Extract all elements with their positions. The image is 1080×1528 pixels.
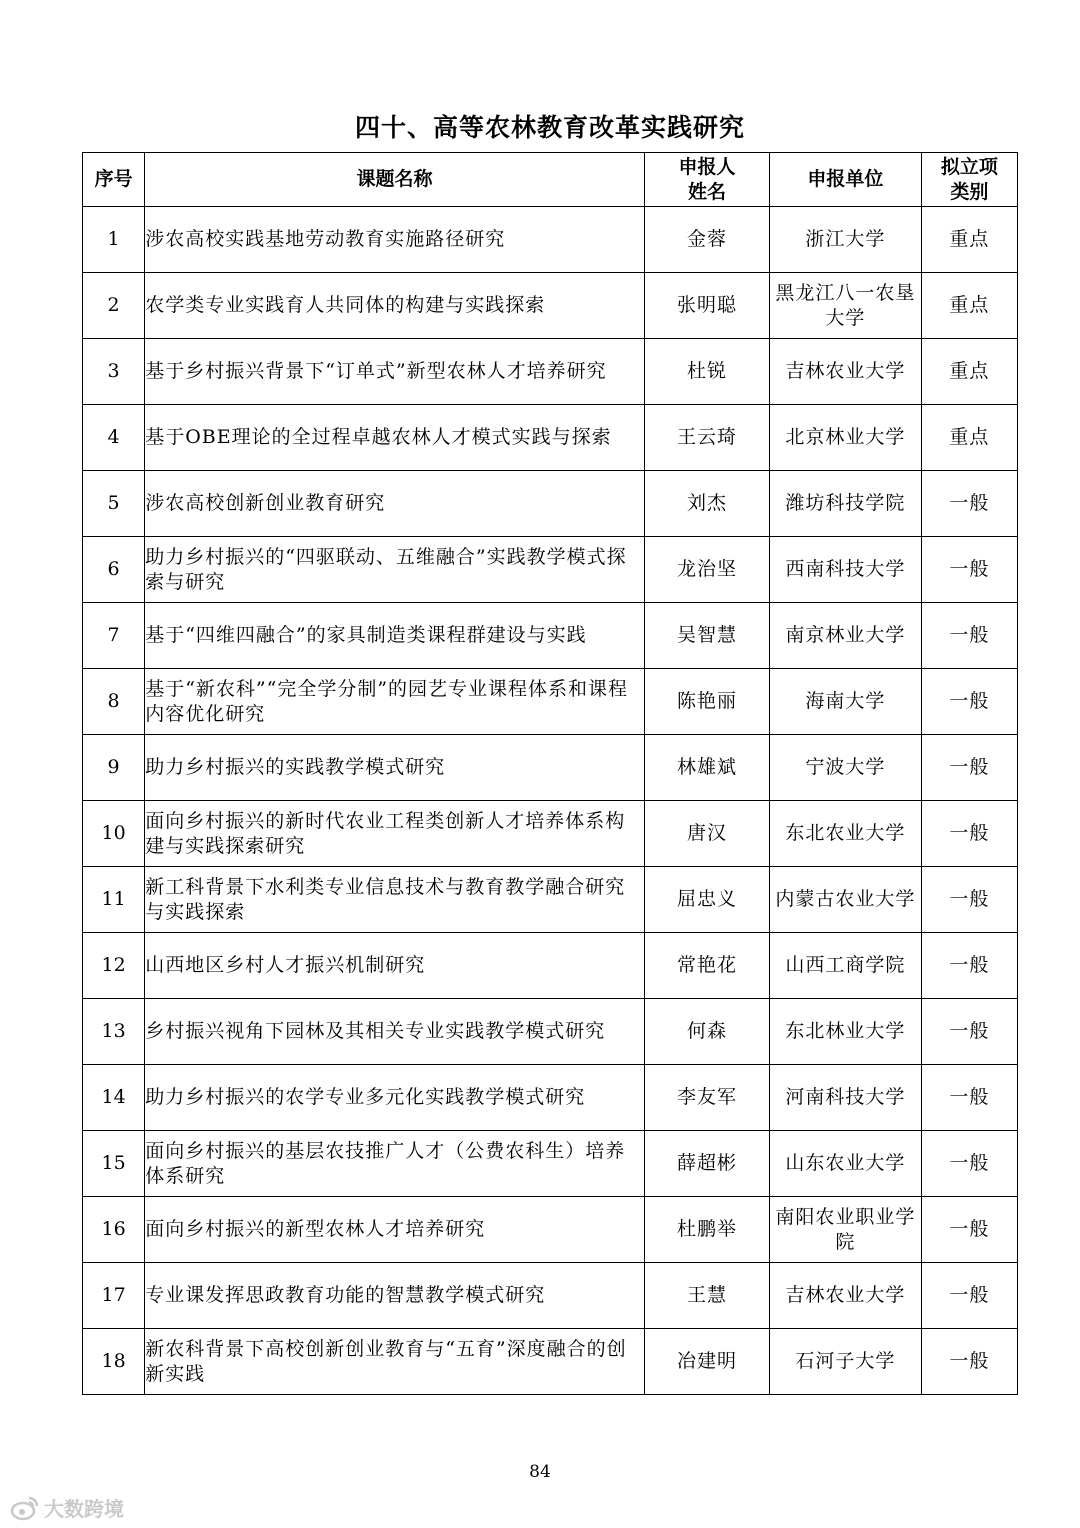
- header-person: 申报人姓名: [644, 153, 769, 207]
- cell-no: 15: [83, 1131, 145, 1197]
- cell-person: 常艳花: [644, 933, 769, 999]
- watermark-text: 大数跨境: [44, 1497, 124, 1521]
- cell-no: 5: [83, 471, 145, 537]
- table-row: [83, 1329, 1018, 1395]
- cell-unit: 山东农业大学: [770, 1131, 921, 1197]
- cell-person: 金蓉: [644, 207, 769, 273]
- cell-no: 3: [83, 339, 145, 405]
- cell-unit: 内蒙古农业大学: [770, 867, 921, 933]
- cell-category: 一般: [921, 867, 1017, 933]
- cell-unit: 吉林农业大学: [770, 339, 921, 405]
- cell-title: 面向乡村振兴的新时代农业工程类创新人才培养体系构建与实践探索研究: [145, 801, 645, 867]
- watermark: [10, 1493, 124, 1522]
- table-row: [83, 1197, 1018, 1263]
- cell-title: 基于乡村振兴背景下“订单式”新型农林人才培养研究: [145, 339, 645, 405]
- cell-unit: 黑龙江八一农垦大学: [770, 273, 921, 339]
- table-row: [83, 1065, 1018, 1131]
- cell-category: 一般: [921, 999, 1017, 1065]
- cell-title: 基于OBE理论的全过程卓越农林人才模式实践与探索: [145, 405, 645, 471]
- cell-person: 薛超彬: [644, 1131, 769, 1197]
- cell-category: 重点: [921, 273, 1017, 339]
- table-header-row: [83, 153, 1018, 207]
- table-row: [83, 669, 1018, 735]
- cell-unit: 西南科技大学: [770, 537, 921, 603]
- table-body: [83, 207, 1018, 1395]
- cell-title: 助力乡村振兴的实践教学模式研究: [145, 735, 645, 801]
- cell-category: 一般: [921, 471, 1017, 537]
- cell-no: 4: [83, 405, 145, 471]
- cell-category: 一般: [921, 1131, 1017, 1197]
- cell-title: 农学类专业实践育人共同体的构建与实践探索: [145, 273, 645, 339]
- cell-no: 17: [83, 1263, 145, 1329]
- cell-unit: 石河子大学: [770, 1329, 921, 1395]
- cell-title: 助力乡村振兴的“四驱联动、五维融合”实践教学模式探索与研究: [145, 537, 645, 603]
- cell-category: 一般: [921, 735, 1017, 801]
- cell-category: 一般: [921, 603, 1017, 669]
- table-row: [83, 603, 1018, 669]
- cell-unit: 北京林业大学: [770, 405, 921, 471]
- cell-no: 11: [83, 867, 145, 933]
- header-no: 序号: [83, 153, 145, 207]
- cell-category: 一般: [921, 801, 1017, 867]
- cell-title: 新农科背景下高校创新创业教育与“五育”深度融合的创新实践: [145, 1329, 645, 1395]
- cell-unit: 吉林农业大学: [770, 1263, 921, 1329]
- cell-no: 14: [83, 1065, 145, 1131]
- table-row: [83, 933, 1018, 999]
- cell-category: 一般: [921, 1263, 1017, 1329]
- cell-person: 唐汉: [644, 801, 769, 867]
- cell-unit: 南京林业大学: [770, 603, 921, 669]
- table-row: [83, 537, 1018, 603]
- cell-unit: 山西工商学院: [770, 933, 921, 999]
- cell-title: 新工科背景下水利类专业信息技术与教育教学融合研究与实践探索: [145, 867, 645, 933]
- table-row: [83, 867, 1018, 933]
- cell-person: 李友军: [644, 1065, 769, 1131]
- cell-person: 龙治坚: [644, 537, 769, 603]
- cell-title: 助力乡村振兴的农学专业多元化实践教学模式研究: [145, 1065, 645, 1131]
- cell-category: 重点: [921, 339, 1017, 405]
- cell-category: 重点: [921, 207, 1017, 273]
- cell-person: 吴智慧: [644, 603, 769, 669]
- weibo-logo-icon: [10, 1495, 40, 1521]
- cell-person: 林雄斌: [644, 735, 769, 801]
- cell-category: 一般: [921, 1329, 1017, 1395]
- cell-person: 杜鹏举: [644, 1197, 769, 1263]
- cell-person: 杜锐: [644, 339, 769, 405]
- cell-title: 基于“新农科”“完全学分制”的园艺专业课程体系和课程内容优化研究: [145, 669, 645, 735]
- cell-no: 2: [83, 273, 145, 339]
- cell-title: 山西地区乡村人才振兴机制研究: [145, 933, 645, 999]
- table-row: [83, 735, 1018, 801]
- cell-title: 乡村振兴视角下园林及其相关专业实践教学模式研究: [145, 999, 645, 1065]
- cell-person: 王慧: [644, 1263, 769, 1329]
- cell-no: 8: [83, 669, 145, 735]
- cell-title: 面向乡村振兴的新型农林人才培养研究: [145, 1197, 645, 1263]
- cell-unit: 潍坊科技学院: [770, 471, 921, 537]
- cell-no: 1: [83, 207, 145, 273]
- cell-no: 12: [83, 933, 145, 999]
- table-row: [83, 1131, 1018, 1197]
- table-row: [83, 207, 1018, 273]
- project-table: [82, 152, 1018, 1395]
- cell-no: 16: [83, 1197, 145, 1263]
- cell-category: 一般: [921, 1065, 1017, 1131]
- cell-category: 一般: [921, 669, 1017, 735]
- cell-unit: 东北林业大学: [770, 999, 921, 1065]
- table-row: [83, 471, 1018, 537]
- table-row: [83, 1263, 1018, 1329]
- header-title: 课题名称: [145, 153, 645, 207]
- header-category: 拟立项类别: [921, 153, 1017, 207]
- cell-no: 13: [83, 999, 145, 1065]
- cell-title: 面向乡村振兴的基层农技推广人才（公费农科生）培养体系研究: [145, 1131, 645, 1197]
- cell-unit: 南阳农业职业学院: [770, 1197, 921, 1263]
- cell-no: 6: [83, 537, 145, 603]
- cell-no: 10: [83, 801, 145, 867]
- cell-person: 王云琦: [644, 405, 769, 471]
- table-row: [83, 405, 1018, 471]
- cell-person: 屈忠义: [644, 867, 769, 933]
- page-title: 四十、高等农林教育改革实践研究: [354, 113, 745, 142]
- cell-person: 冶建明: [644, 1329, 769, 1395]
- cell-person: 刘杰: [644, 471, 769, 537]
- cell-no: 7: [83, 603, 145, 669]
- cell-title: 涉农高校实践基地劳动教育实施路径研究: [145, 207, 645, 273]
- cell-category: 重点: [921, 405, 1017, 471]
- table-row: [83, 801, 1018, 867]
- cell-unit: 浙江大学: [770, 207, 921, 273]
- table-row: [83, 339, 1018, 405]
- cell-category: 一般: [921, 933, 1017, 999]
- page-number: 84: [529, 1462, 551, 1482]
- cell-person: 何森: [644, 999, 769, 1065]
- cell-unit: 河南科技大学: [770, 1065, 921, 1131]
- table-row: [83, 999, 1018, 1065]
- cell-category: 一般: [921, 1197, 1017, 1263]
- cell-unit: 东北农业大学: [770, 801, 921, 867]
- cell-no: 9: [83, 735, 145, 801]
- cell-title: 涉农高校创新创业教育研究: [145, 471, 645, 537]
- cell-title: 基于“四维四融合”的家具制造类课程群建设与实践: [145, 603, 645, 669]
- table-row: [83, 273, 1018, 339]
- cell-category: 一般: [921, 537, 1017, 603]
- cell-title: 专业课发挥思政教育功能的智慧教学模式研究: [145, 1263, 645, 1329]
- cell-person: 张明聪: [644, 273, 769, 339]
- cell-unit: 海南大学: [770, 669, 921, 735]
- cell-unit: 宁波大学: [770, 735, 921, 801]
- cell-person: 陈艳丽: [644, 669, 769, 735]
- cell-no: 18: [83, 1329, 145, 1395]
- header-unit: 申报单位: [770, 153, 921, 207]
